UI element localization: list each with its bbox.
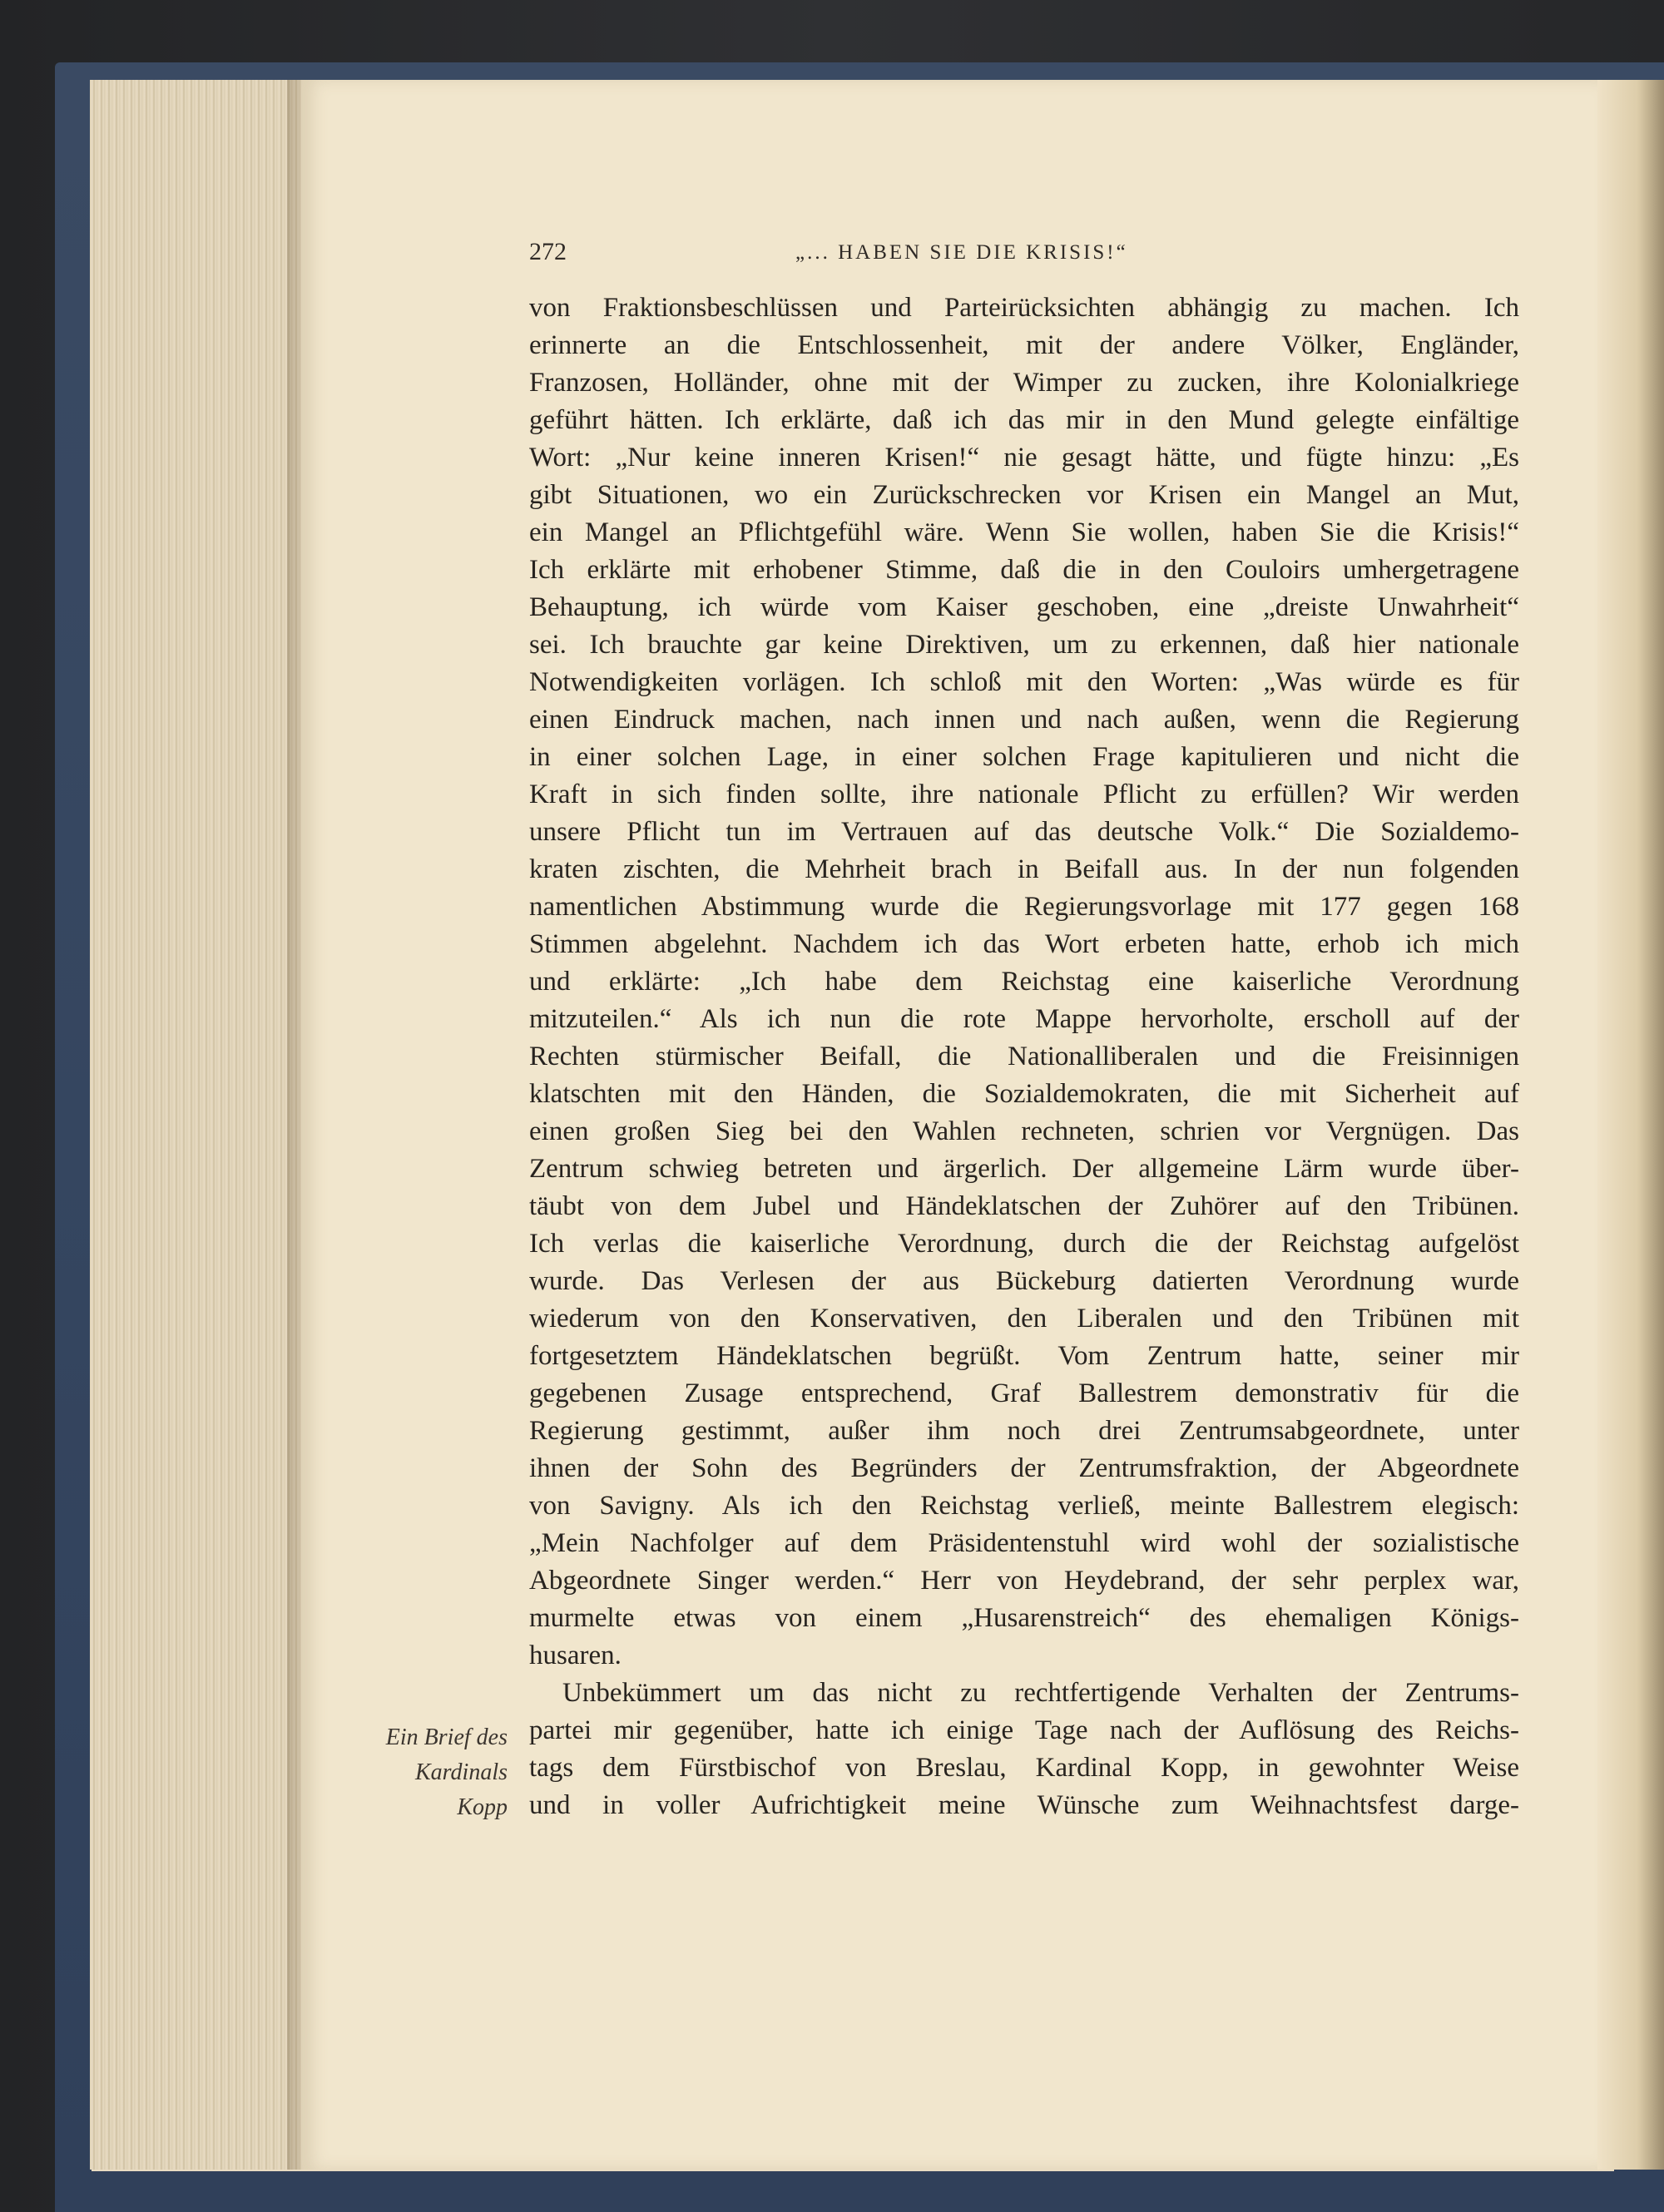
text-line: Franzosen, Holländer, ohne mit der Wimper zu zucken, ihre Kolonialkriege xyxy=(529,368,1519,398)
text-line: Ich erklärte mit erhobener Stimme, daß die in den Couloirs umhergetragene xyxy=(529,555,1519,585)
text-line: Behauptung, ich würde vom Kaiser geschoben, eine „dreiste Unwahrheit“ xyxy=(529,592,1519,622)
margin-note-line: Ein Brief des xyxy=(385,1725,508,1750)
margin-note-line: Kopp xyxy=(457,1794,508,1820)
margin-note xyxy=(300,1720,508,1825)
text-line: tags dem Fürstbischof von Breslau, Kardinal Kopp, in gewohnter Weise xyxy=(529,1753,1519,1783)
text-line: Rechten stürmischer Beifall, die Nationalliberalen und die Freisinnigen xyxy=(529,1042,1519,1071)
text-line: Unbekümmert um das nicht zu rechtfertigende Verhalten der Zentrums- xyxy=(562,1678,1519,1708)
text-line: täubt von dem Jubel und Händeklatschen der Zuhörer auf den Tribünen. xyxy=(529,1191,1519,1221)
text-line: geführt hätten. Ich erklärte, daß ich das mir in den Mund gelegte einfältige xyxy=(529,405,1519,435)
body-text xyxy=(529,289,1519,1824)
text-line: und erklärte: „Ich habe dem Reichstag eine kaiserliche Verordnung xyxy=(529,967,1519,997)
text-line: einen Eindruck machen, nach innen und nach außen, wenn die Regierung xyxy=(529,705,1519,735)
text-line: sei. Ich brauchte gar keine Direktiven, um zu erkennen, daß hier nationale xyxy=(529,630,1519,660)
running-head: „... HABEN SIE DIE KRISIS!“ xyxy=(795,241,1128,264)
text-line: erinnerte an die Entschlossenheit, mit der andere Völker, Engländer, xyxy=(529,330,1519,360)
text-line: klatschten mit den Händen, die Sozialdemokraten, die mit Sicherheit auf xyxy=(529,1079,1519,1109)
text-line: fortgesetztem Händeklatschen begrüßt. Vom Zentrum hatte, seiner mir xyxy=(529,1341,1519,1371)
text-line: Notwendigkeiten vorlägen. Ich schloß mit den Worten: „Was würde es für xyxy=(529,667,1519,697)
page-stack-edges xyxy=(90,80,306,2170)
text-line: unsere Pflicht tun im Vertrauen auf das deutsche Volk.“ Die Sozialdemo- xyxy=(529,817,1519,847)
text-line: in einer solchen Lage, in einer solchen Frage kapitulieren und nicht die xyxy=(529,742,1519,772)
text-line: murmelte etwas von einem „Husarenstreich“ des ehemaligen Königs- xyxy=(529,1603,1519,1633)
text-line: gegebenen Zusage entsprechend, Graf Ballestrem demonstrativ für die xyxy=(529,1378,1519,1408)
text-line: wurde. Das Verlesen der aus Bückeburg datierten Verordnung wurde xyxy=(529,1266,1519,1296)
text-line: einen großen Sieg bei den Wahlen rechneten, schrien vor Vergnügen. Das xyxy=(529,1116,1519,1146)
text-line: und in voller Aufrichtigkeit meine Wünsche zum Weihnachtsfest darge- xyxy=(529,1790,1519,1820)
text-line: Kraft in sich finden sollte, ihre nationale Pflicht zu erfüllen? Wir werden xyxy=(529,779,1519,809)
text-line: ein Mangel an Pflichtgefühl wäre. Wenn Sie wollen, haben Sie die Krisis!“ xyxy=(529,517,1519,547)
text-line: Wort: „Nur keine inneren Krisen!“ nie gesagt hätte, und fügte hinzu: „Es xyxy=(529,443,1519,473)
text-line: Zentrum schwieg betreten und ärgerlich. Der allgemeine Lärm wurde über- xyxy=(529,1154,1519,1184)
text-line: Abgeordnete Singer werden.“ Herr von Heydebrand, der sehr perplex war, xyxy=(529,1566,1519,1596)
text-line: gibt Situationen, wo ein Zurückschrecken vor Krisen ein Mangel an Mut, xyxy=(529,480,1519,510)
page-right-edge xyxy=(1597,80,1664,2170)
page-header xyxy=(529,238,1519,278)
text-line: von Savigny. Als ich den Reichstag verließ, meinte Ballestrem elegisch: xyxy=(529,1491,1519,1521)
text-line: Ich verlas die kaiserliche Verordnung, durch die der Reichstag aufgelöst xyxy=(529,1229,1519,1259)
text-line: kraten zischten, die Mehrheit brach in Beifall aus. In der nun folgenden xyxy=(529,854,1519,884)
text-line: ihnen der Sohn des Begründers der Zentrumsfraktion, der Abgeordnete xyxy=(529,1453,1519,1483)
text-line: namentlichen Abstimmung wurde die Regierungsvorlage mit 177 gegen 168 xyxy=(529,892,1519,922)
text-line: wiederum von den Konservativen, den Liberalen und den Tribünen mit xyxy=(529,1304,1519,1334)
page-number: 272 xyxy=(529,238,567,265)
text-line: „Mein Nachfolger auf dem Präsidentenstuhl wird wohl der sozialistische xyxy=(529,1528,1519,1558)
text-line: mitzuteilen.“ Als ich nun die rote Mappe hervorholte, erscholl auf der xyxy=(529,1004,1519,1034)
text-line: Stimmen abgelehnt. Nachdem ich das Wort erbeten hatte, erhob ich mich xyxy=(529,929,1519,959)
text-line: von Fraktionsbeschlüssen und Parteirücksichten abhängig zu machen. Ich xyxy=(529,293,1519,323)
margin-note-line: Kardinals xyxy=(415,1759,508,1785)
text-line: partei mir gegenüber, hatte ich einige Tage nach der Auflösung des Reichs- xyxy=(529,1715,1519,1745)
text-line: husaren. xyxy=(529,1640,622,1670)
text-line: Regierung gestimmt, außer ihm noch drei Zentrumsabgeordnete, unter xyxy=(529,1416,1519,1446)
